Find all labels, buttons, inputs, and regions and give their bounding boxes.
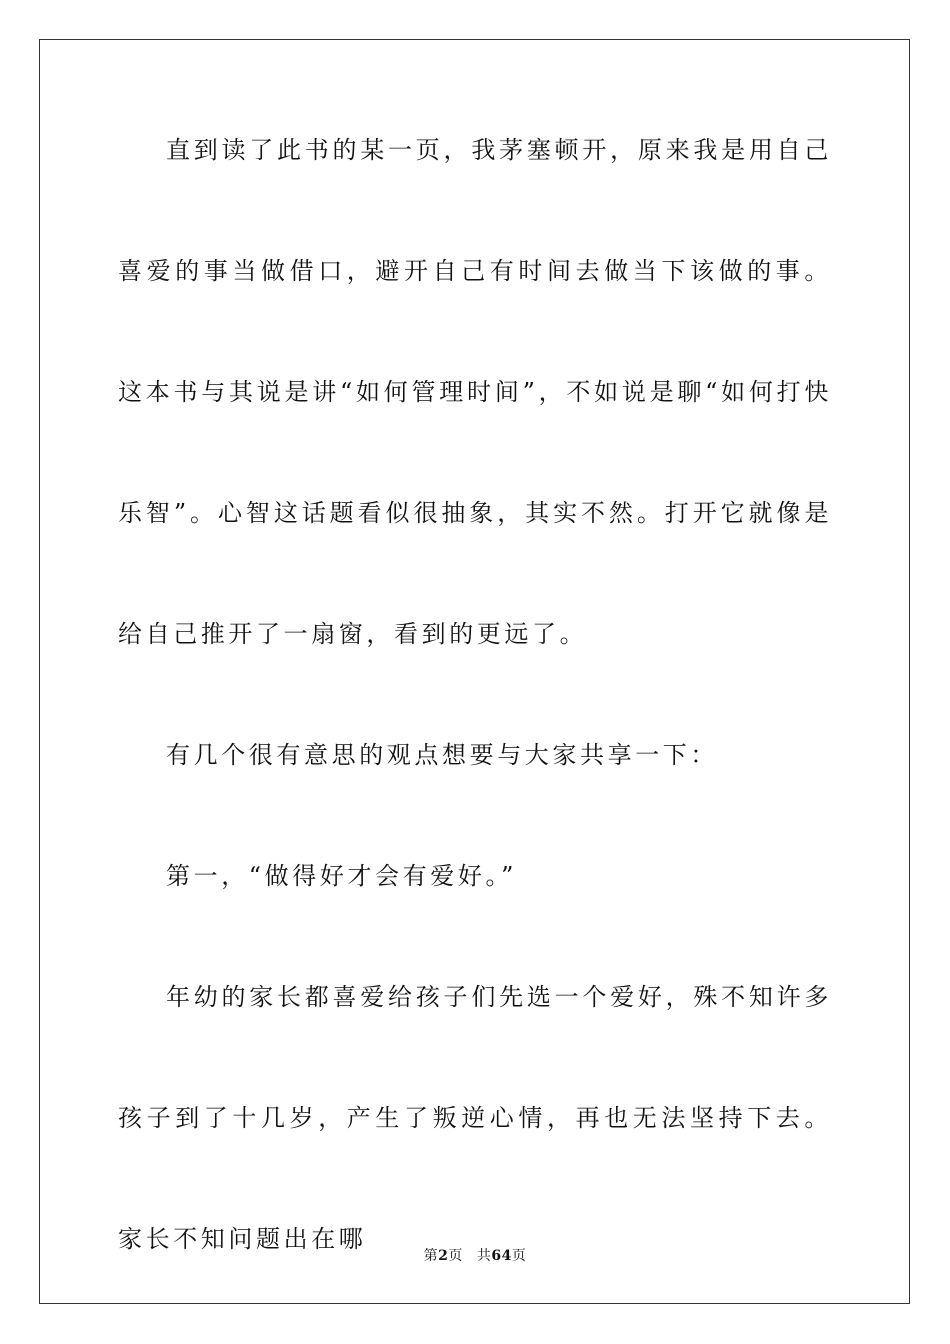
total-prefix: 共 [476,1248,492,1264]
page-suffix: 页 [448,1248,463,1264]
paragraph: 有几个很有意思的观点想要与大家共享一下： [166,741,718,769]
document-body [118,0,832,1300]
paragraph: 第一，“做得好才会有爱好。” [166,862,517,890]
page-prefix: 第 [423,1248,439,1264]
paragraph: 年幼的家长都喜爱给孩子们先选一个爱好，殊不知许多孩子到了十几岁，产生了叛逆心情，再也无法坚持下去。家长不知问题出在哪 [118,983,832,1253]
paragraph: 直到读了此书的某一页，我茅塞顿开，原来我是用自己喜爱的事当做借口，避开自己有时间去做当下该做的事。这本书与其说是讲“如何管理时间”，不如说是聊“如何打快乐智”。心智这话题看似很抽象，其实不然。打开它就像是给自己推开了一扇窗，看到的更远了。 [118,136,832,648]
page-footer [0,1245,950,1265]
total-suffix: 页 [511,1248,527,1264]
page-number: 2 [438,1248,449,1264]
total-pages: 64 [491,1248,512,1264]
